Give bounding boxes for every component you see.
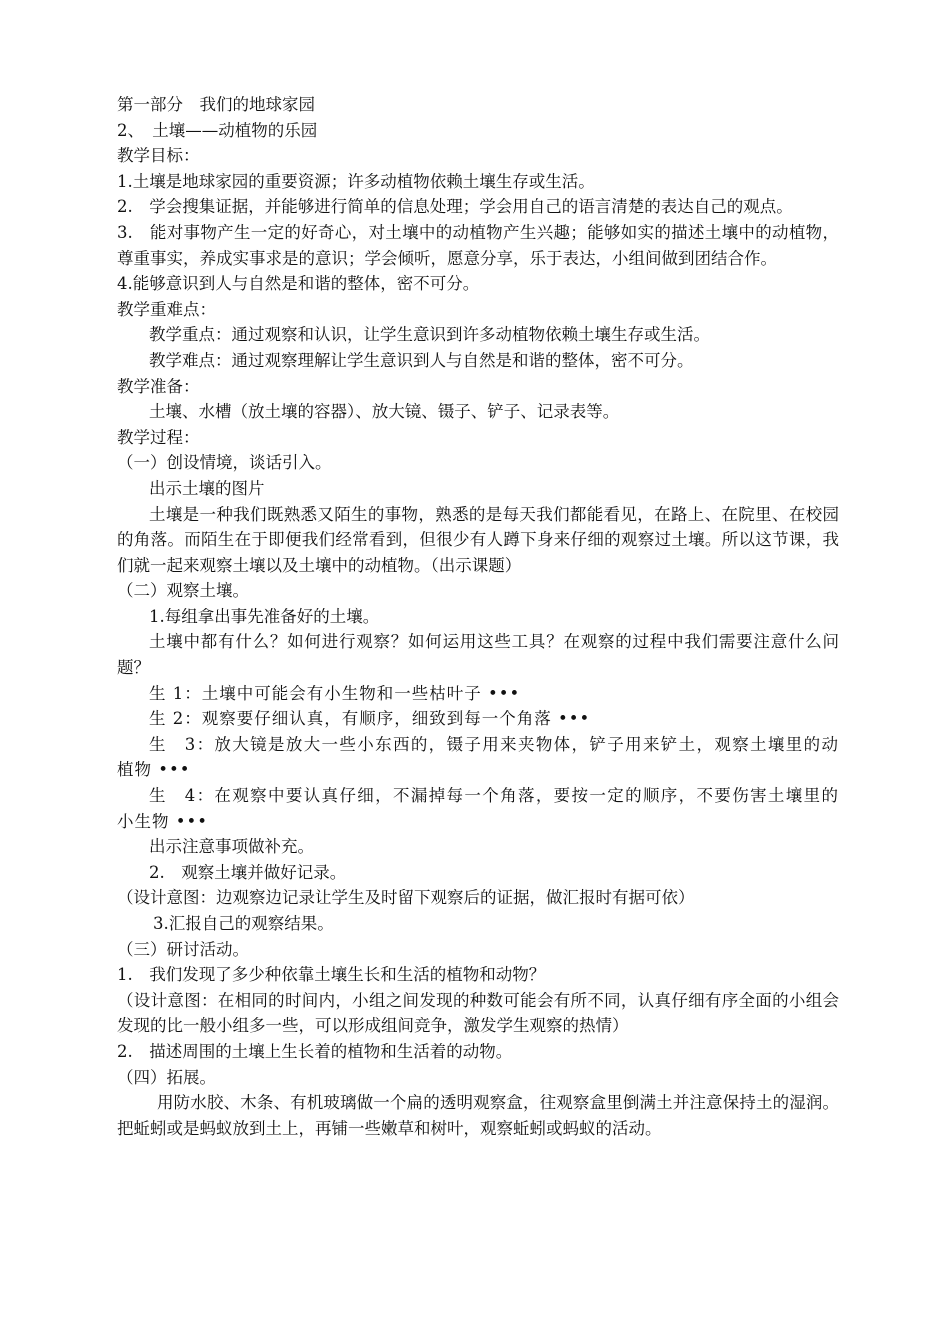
step-item: 2. 观察土壤并做好记录。	[149, 862, 347, 882]
section-heading: （三）研讨活动。	[117, 939, 249, 959]
section-heading: （一）创设情境，谈话引入。	[117, 453, 332, 473]
intro-paragraph: 土壤是一种我们既熟悉又陌生的事物，熟悉的是每天我们都能看见，在路上、在院里、在校园的角落。而陌生在于即便我们经常看到，但很少有人蹲下身来仔细的观察过土壤。所以这节课，我们就一起来观察土壤以及土壤中的动植物。（出示课题）	[117, 504, 839, 575]
design-intent: （设计意图：边观察边记录让学生及时留下观察后的证据，做汇报时有据可依）	[117, 888, 695, 908]
goal-item: 4.能够意识到人与自然是和谐的整体，密不可分。	[117, 274, 480, 294]
process-heading: 教学过程：	[117, 427, 200, 447]
discussion-item: 1. 我们发现了多少种依靠土壤生长和生活的植物和动物？	[117, 965, 546, 985]
show-picture-note: 出示土壤的图片	[149, 478, 265, 498]
goals-heading: 教学目标：	[117, 146, 200, 166]
step-item: 1.每组拿出事先准备好的土壤。	[149, 606, 380, 626]
student-answer: 生 4：在观察中要认真仔细，不漏掉每一个角落，要按一定的顺序，不要伤害土壤里的小生物 •••	[117, 786, 839, 831]
question-paragraph: 土壤中都有什么？如何进行观察？如何运用这些工具？在观察的过程中我们需要注意什么问题？	[117, 632, 839, 678]
student-answer: 生 2：观察要仔细认真，有顺序，细致到每一个角落 •••	[149, 709, 591, 729]
student-answer: 生 3：放大镜是放大一些小东西的，镊子用来夹物体，铲子用来铲土，观察土壤里的动植物 •••	[117, 734, 839, 780]
prep-heading: 教学准备：	[117, 376, 200, 396]
part-title: 第一部分 我们的地球家园	[117, 95, 315, 114]
student-answer: 生 1：土壤中可能会有小生物和一些枯叶子 •••	[149, 683, 521, 703]
goal-item: 3. 能对事物产生一定的好奇心，对土壤中的动植物产生兴趣；能够如实的描述土壤中的动植物，尊重事实，养成实事求是的意识；学会倾听，愿意分享，乐于表达，小组间做到团结合作。	[117, 222, 839, 268]
supplement-note: 出示注意事项做补充。	[149, 837, 314, 857]
section-heading: （二）观察土壤。	[117, 581, 249, 601]
key-point: 教学重点：通过观察和认识，让学生意识到许多动植物依赖土壤生存或生活。	[149, 325, 710, 345]
prep-materials: 土壤、水槽（放土壤的容器）、放大镜、镊子、铲子、记录表等。	[149, 402, 620, 422]
design-intent: （设计意图：在相同的时间内，小组之间发现的种数可能会有所不同，认真仔细有序全面的小组会发现的比一般小组多一些，可以形成组间竞争，激发学生观察的热情）	[117, 990, 839, 1036]
difficulty-point: 教学难点：通过观察理解让学生意识到人与自然是和谐的整体，密不可分。	[149, 350, 694, 370]
step-item: 3.汇报自己的观察结果。	[153, 914, 334, 933]
lesson-document	[117, 92, 839, 1141]
extension-paragraph: 用防水胶、木条、有机玻璃做一个扁的透明观察盒，往观察盒里倒满土并注意保持土的湿润。把蚯蚓或是蚂蚁放到土上，再铺一些嫩草和树叶，观察蚯蚓或蚂蚁的活动。	[117, 1093, 839, 1138]
section-heading: （四）拓展。	[117, 1067, 216, 1087]
keypoints-heading: 教学重难点：	[117, 299, 216, 319]
goal-item: 1.土壤是地球家园的重要资源；许多动植物依赖土壤生存或生活。	[117, 171, 595, 191]
discussion-item: 2. 描述周围的土壤上生长着的植物和生活着的动物。	[117, 1041, 513, 1061]
lesson-title: 2、 土壤——动植物的乐园	[117, 120, 318, 140]
goal-item: 2. 学会搜集证据，并能够进行简单的信息处理；学会用自己的语言清楚的表达自己的观点。	[117, 197, 793, 217]
